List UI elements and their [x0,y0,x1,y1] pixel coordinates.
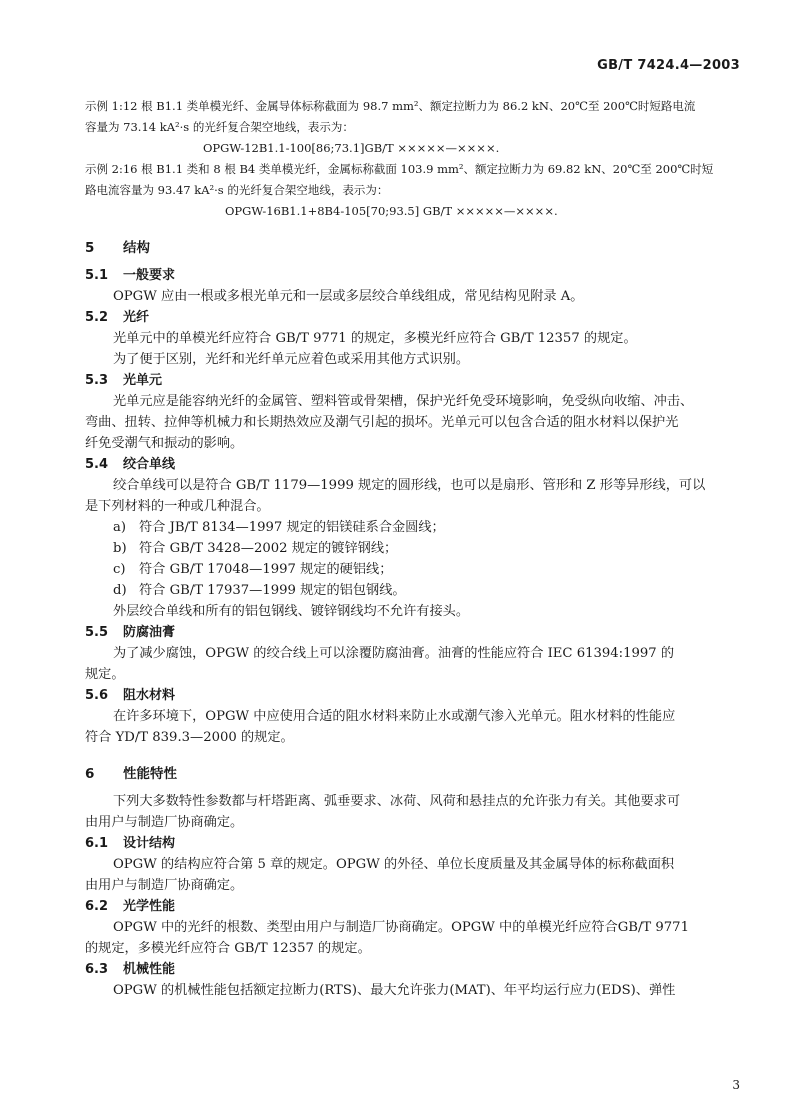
section-5-3-line-3: 纤免受潮气和振动的影响。 [85,436,244,451]
list-item-text: 符合 GB/T 17048—1997 规定的硬铝线； [139,562,393,577]
section-5-3-line-2: 弯曲、扭转、拉伸等机械力和长期热效应及潮气引起的损坏。光单元可以包含合适的阻水材料以保护光 [85,415,679,430]
section-5-2-text-1: 光单元中的单模光纤应符合 GB/T 9771 的规定，多模光纤应符合 GB/T 12357 的规定。 [113,331,637,346]
section-5-5-line-1: 为了减少腐蚀，OPGW 的绞合线上可以涂覆防腐油膏。油膏的性能应符合 IEC 61394:1997 的 [113,646,675,661]
section-6-number: 6 [85,766,95,782]
page-number: 3 [732,1078,740,1092]
section-6-1-heading [85,833,745,854]
list-item [85,580,745,601]
example-1-line-2: 容量为 73.14 kA²·s 的光纤复合架空地线，表示为： [85,120,354,134]
section-5-4-line-2: 是下列材料的一种或几种混合。 [85,499,270,514]
list-item-text: 符合 GB/T 17937—1999 规定的铝包钢线。 [139,583,406,598]
section-5-3-number: 5.3 [85,373,109,388]
example-2-line-2: 路电流容量为 93.47 kA²·s 的光纤复合架空地线，表示为： [85,183,389,197]
section-5-6-line-1: 在许多环境下，OPGW 中应使用合适的阻水材料来防止水或潮气渗入光单元。阻水材料的性能应 [113,709,676,724]
section-6-title: 性能特性 [123,766,177,782]
section-5-3-heading [85,370,745,391]
section-5-6-number: 5.6 [85,688,109,703]
list-item-mark: b) [113,541,127,556]
example-2-line-1: 示例 2:16 根 B1.1 类和 8 根 B4 类单模光纤，金属标称截面 103.9 mm²、额定拉断力为 69.82 kN、20℃至 200℃时短 [85,162,714,176]
section-6-2-title: 光学性能 [123,899,176,914]
document-id-header: GB/T 7424.4—2003 [597,58,740,73]
section-5-2-title: 光纤 [123,310,150,325]
section-6-intro-1: 下列大多数特性参数都与杆塔距离、弧垂要求、冰荷、风荷和悬挂点的允许张力有关。其他要求可 [113,794,681,809]
section-5-6-title: 阻水材料 [123,688,176,703]
section-6-3-title: 机械性能 [123,962,176,977]
section-5-6-heading [85,685,745,706]
document-body [85,96,745,1001]
list-item [85,517,745,538]
section-5-6-line-2: 符合 YD/T 839.3—2000 的规定。 [85,730,294,745]
list-item-text: 符合 JB/T 8134—1997 规定的铝镁硅系合金圆线； [139,520,445,535]
list-item-mark: a) [113,520,127,535]
section-6-2-heading [85,896,745,917]
section-5-4-title: 绞合单线 [123,457,176,472]
section-6-1-line-1: OPGW 的结构应符合第 5 章的规定。OPGW 的外径、单位长度质量及其金属导体的标称截面积 [113,857,675,872]
section-5-4-number: 5.4 [85,457,109,472]
section-5-4-line-1: 绞合单线可以是符合 GB/T 1179—1999 规定的圆形线，也可以是扇形、管形和 Z 形等异形线，可以 [113,478,706,493]
list-item [85,538,745,559]
section-6-1-line-2: 由用户与制造厂协商确定。 [85,878,244,893]
section-5-1-text: OPGW 应由一根或多根光单元和一层或多层绞合单线组成，常见结构见附录 A。 [113,289,584,304]
list-item-text: 符合 GB/T 3428—2002 规定的镀锌钢线； [139,541,398,556]
section-5-heading [85,238,745,259]
section-6-2-line-1: OPGW 中的光纤的根数、类型由用户与制造厂协商确定。OPGW 中的单模光纤应符合GB/T 9771 [113,920,689,935]
section-5-number: 5 [85,240,95,256]
section-6-heading [85,764,745,785]
section-6-3-heading [85,959,745,980]
list-item [85,559,745,580]
section-6-3-line-1: OPGW 的机械性能包括额定拉断力(RTS)、最大允许张力(MAT)、年平均运行应力(EDS)、弹性 [113,983,676,998]
example-1-line-1: 示例 1:12 根 B1.1 类单模光纤、金属导体标称截面为 98.7 mm²、额定拉断力为 86.2 kN、20℃至 200℃时短路电流 [85,99,696,113]
section-6-1-title: 设计结构 [123,836,176,851]
section-5-title: 结构 [123,240,150,256]
list-item-mark: c) [113,562,126,577]
example-2-designation: OPGW-16B1.1+8B4-105[70;93.5] GB/T ×××××—××××. [225,204,558,218]
list-item-mark: d) [113,583,127,598]
section-6-intro-2: 由用户与制造厂协商确定。 [85,815,244,830]
section-5-5-line-2: 规定。 [85,667,125,682]
section-5-1-heading [85,265,745,286]
section-6-2-line-2: 的规定，多模光纤应符合 GB/T 12357 的规定。 [85,941,371,956]
example-1-designation: OPGW-12B1.1-100[86;73.1]GB/T ×××××—××××. [203,141,500,155]
section-5-4-note: 外层绞合单线和所有的铝包钢线、镀锌钢线均不允许有接头。 [113,604,470,619]
section-5-2-number: 5.2 [85,310,109,325]
section-6-2-number: 6.2 [85,899,109,914]
section-5-5-heading [85,622,745,643]
section-5-5-number: 5.5 [85,625,109,640]
section-5-1-title: 一般要求 [123,268,176,283]
section-5-5-title: 防腐油膏 [123,625,176,640]
section-6-1-number: 6.1 [85,836,109,851]
section-5-3-line-1: 光单元应是能容纳光纤的金属管、塑料管或骨架槽，保护光纤免受环境影响，免受纵向收缩、冲击、 [113,394,694,409]
section-5-3-title: 光单元 [123,373,163,388]
section-6-3-number: 6.3 [85,962,109,977]
section-5-4-heading [85,454,745,475]
section-5-2-heading [85,307,745,328]
section-5-1-number: 5.1 [85,268,109,283]
section-5-2-text-2: 为了便于区别，光纤和光纤单元应着色或采用其他方式识别。 [113,352,470,367]
